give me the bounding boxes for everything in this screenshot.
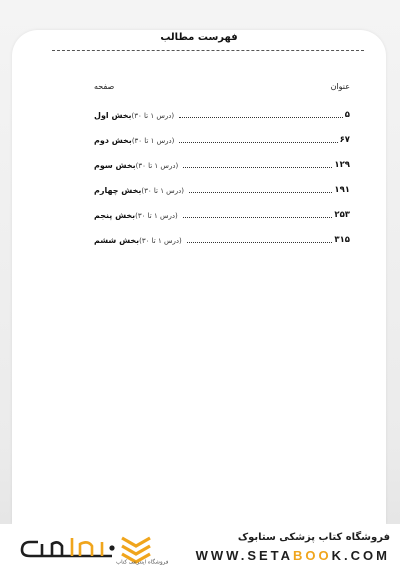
toc-entry-name: بخش چهارم (94, 186, 142, 195)
toc-entry-range: (درس ۱ تا ۳۰) (131, 112, 175, 120)
toc-entry-page: ۲۵۳ (334, 210, 350, 220)
toc-entry-page: ۶۷ (339, 135, 350, 145)
toc-entry-name: بخش دوم (94, 136, 132, 145)
toc-entry[interactable] (94, 183, 350, 195)
toc-entry-name: بخش پنجم (94, 211, 136, 220)
page-title: فهرست مطالب (160, 32, 238, 43)
setabook-logo[interactable] (18, 534, 169, 566)
toc-entry-range: (درس ۱ تا ۳۰) (141, 187, 184, 195)
toc-entry[interactable] (94, 233, 350, 245)
shop-url[interactable] (196, 548, 390, 563)
toc-entry-range: (درس ۱ تا ۳۰) (135, 162, 179, 170)
document-page (12, 30, 386, 524)
toc-entry-range: (درس ۱ تا ۳۰) (139, 237, 182, 245)
logo-tagline: فروشگاه اینترنتی کتاب (116, 559, 169, 566)
logo-wordmark (22, 538, 115, 556)
dot-leader (179, 117, 343, 118)
dot-leader (189, 192, 332, 193)
toc-entry-name: بخش ششم (94, 236, 140, 245)
toc-entry-range: (درس ۱ تا ۳۰) (131, 137, 175, 145)
column-page-label: صفحه (94, 82, 115, 91)
toc-entry[interactable] (94, 208, 350, 220)
toc-entry-name: بخش اول (94, 111, 132, 120)
dot-leader (183, 217, 333, 218)
url-part: WWW.SETA (195, 548, 294, 563)
book-chevron-icon (122, 538, 150, 562)
site-footer (0, 524, 400, 570)
title-divider (52, 50, 364, 51)
dot-leader (187, 242, 333, 243)
toc-entry-page: ۱۹۱ (334, 185, 350, 195)
toc-entry[interactable] (94, 133, 350, 145)
dot-leader (183, 167, 332, 168)
toc-entry-name: بخش سوم (94, 161, 136, 170)
toc-entry[interactable] (94, 158, 350, 170)
column-title-label: عنوان (330, 82, 350, 91)
toc-entry-range: (درس ۱ تا ۳۰) (135, 212, 178, 220)
dot-leader (179, 142, 337, 143)
toc-entry-page: ۵ (344, 110, 350, 120)
toc-entry-page: ۱۲۹ (334, 160, 350, 170)
toc-entry[interactable] (94, 108, 350, 120)
shop-name: فروشگاه کتاب پزشکی ستابوک (237, 532, 390, 543)
toc-entry-page: ۳۱۵ (334, 235, 350, 245)
url-part: K.COM (331, 548, 390, 563)
url-highlight: BOO (293, 548, 332, 563)
